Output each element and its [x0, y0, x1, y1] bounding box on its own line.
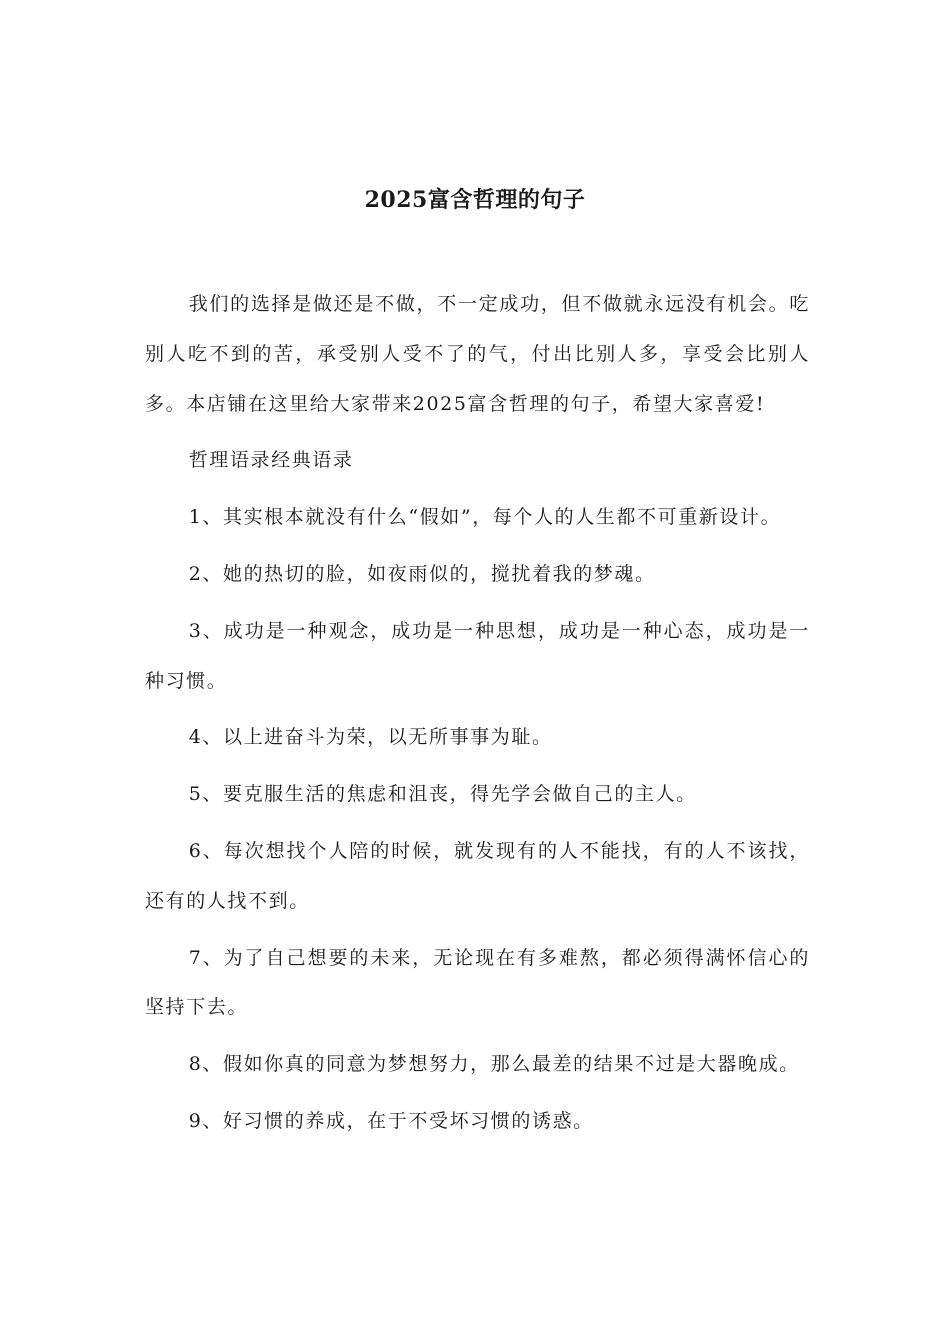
quote-item: 4、以上进奋斗为荣，以无所事事为耻。 [188, 726, 553, 749]
quote-item: 6、每次想找个人陪的时候，就发现有的人不能找，有的人不该找，还有的人找不到。 [145, 839, 810, 912]
section-heading: 哲理语录经典语录 [188, 449, 354, 472]
document-title: 2025富含哲理的句子 [364, 187, 586, 213]
quote-item: 1、其实根本就没有什么“假如”，每个人的人生都不可重新设计。 [188, 506, 782, 529]
quote-item: 8、假如你真的同意为梦想努力，那么最差的结果不过是大器晚成。 [188, 1053, 800, 1076]
quote-item: 9、好习惯的养成，在于不受坏习惯的诱惑。 [188, 1109, 594, 1132]
quote-item: 3、成功是一种观念，成功是一种思想，成功是一种心态，成功是一种习惯。 [145, 619, 810, 692]
quote-item: 5、要克服生活的焦虑和沮丧，得先学会做自己的主人。 [188, 783, 697, 806]
quote-item: 2、她的热切的脸，如夜雨似的，搅扰着我的梦魂。 [188, 562, 656, 585]
document-body [145, 280, 810, 1154]
quote-item: 7、为了自己想要的未来，无论现在有多难熬，都必须得满怀信心的坚持下去。 [145, 946, 810, 1019]
intro-paragraph: 我们的选择是做还是不做，不一定成功，但不做就永远没有机会。吃别人吃不到的苦，承受别人受不了的气，付出比别人多，享受会比别人多。本店铺在这里给大家带来2025富含哲理的句子，希望大家喜爱! [145, 293, 810, 415]
